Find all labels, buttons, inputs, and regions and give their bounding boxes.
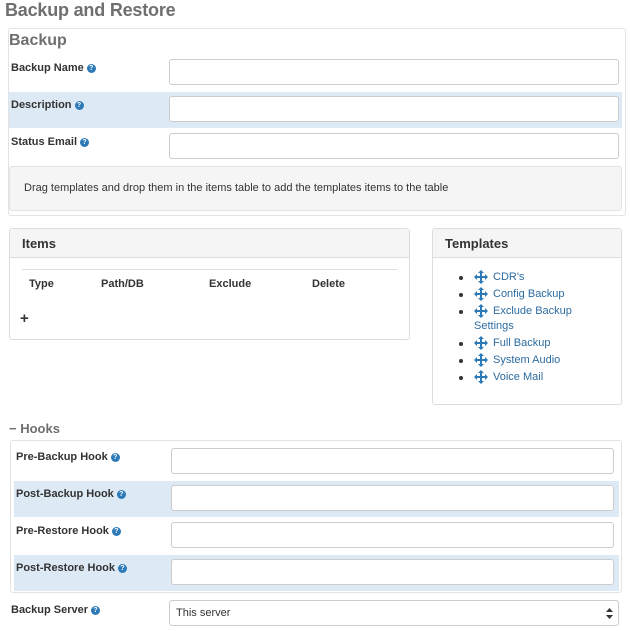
post-backup-hook-label-group	[16, 486, 126, 500]
help-icon[interactable]: ?	[118, 564, 127, 573]
description-label-group	[11, 97, 84, 111]
status-email-label-group	[11, 134, 89, 148]
drag-hint: Drag templates and drop them in the items table to add the templates items to the table	[9, 166, 622, 211]
move-icon	[474, 270, 488, 284]
column-header-type: Type	[29, 278, 54, 290]
help-icon[interactable]: ?	[80, 138, 89, 147]
move-icon	[474, 304, 488, 318]
select-arrows-icon	[606, 608, 613, 619]
template-item[interactable]	[458, 287, 618, 303]
template-label: Config Backup	[493, 288, 565, 300]
column-header-exclude: Exclude	[209, 278, 252, 290]
pre-restore-hook-label: Pre-Restore Hook	[16, 525, 109, 537]
items-table-divider	[22, 269, 397, 270]
post-restore-hook-label-group	[16, 560, 127, 574]
backup-server-selected: This server	[176, 607, 231, 619]
template-label: Full Backup	[493, 337, 551, 349]
move-icon	[474, 370, 488, 384]
template-item[interactable]	[458, 270, 618, 286]
collapse-icon: −	[9, 421, 17, 436]
help-icon[interactable]: ?	[87, 64, 96, 73]
template-label: System Audio	[493, 354, 561, 366]
status-email-label: Status Email	[11, 136, 78, 148]
move-icon	[474, 336, 488, 350]
bullet-icon	[459, 342, 463, 346]
bullet-icon	[459, 310, 463, 314]
column-header-delete: Delete	[312, 278, 346, 290]
help-icon[interactable]: ?	[75, 101, 84, 110]
hooks-legend: Hooks	[20, 421, 60, 436]
pre-backup-hook-label-group	[16, 449, 120, 463]
move-icon	[474, 287, 488, 301]
backup-server-select[interactable]	[169, 600, 619, 626]
hooks-toggle[interactable]	[9, 421, 60, 436]
template-label: CDR's	[493, 271, 525, 283]
move-icon	[474, 353, 488, 367]
status-email-input[interactable]	[169, 133, 619, 159]
template-item[interactable]	[458, 336, 618, 352]
template-item[interactable]	[458, 353, 618, 369]
post-restore-hook-label: Post-Restore Hook	[16, 562, 116, 574]
help-icon[interactable]: ?	[117, 490, 126, 499]
bullet-icon	[459, 359, 463, 363]
backup-server-label: Backup Server	[11, 604, 89, 616]
help-icon[interactable]: ?	[112, 527, 121, 536]
help-icon[interactable]: ?	[91, 606, 100, 615]
bullet-icon	[459, 293, 463, 297]
post-restore-hook-input[interactable]	[171, 559, 614, 585]
backup-name-label: Backup Name	[11, 62, 84, 74]
backup-name-input[interactable]	[169, 59, 619, 85]
template-item[interactable]	[458, 304, 618, 336]
pre-restore-hook-input[interactable]	[171, 522, 614, 548]
pre-restore-hook-label-group	[16, 523, 121, 537]
items-panel[interactable]	[9, 228, 410, 340]
backup-name-label-group	[11, 60, 96, 74]
help-icon[interactable]: ?	[111, 453, 120, 462]
post-backup-hook-label: Post-Backup Hook	[16, 488, 114, 500]
description-input[interactable]	[169, 96, 619, 122]
add-item-button[interactable]: +	[20, 310, 29, 327]
template-item[interactable]	[458, 370, 618, 386]
pre-backup-hook-input[interactable]	[171, 448, 614, 474]
backup-legend: Backup	[9, 32, 67, 49]
bullet-icon	[459, 376, 463, 380]
template-label-continued: Settings	[474, 320, 514, 332]
template-label: Voice Mail	[493, 371, 544, 383]
templates-panel-title: Templates	[433, 229, 621, 258]
column-header-path: Path/DB	[101, 278, 144, 290]
description-label: Description	[11, 99, 72, 111]
bullet-icon	[459, 276, 463, 280]
items-panel-title: Items	[10, 229, 409, 258]
page-title: Backup and Restore	[5, 0, 176, 20]
pre-backup-hook-label: Pre-Backup Hook	[16, 451, 108, 463]
template-label: Exclude Backup	[493, 305, 572, 317]
post-backup-hook-input[interactable]	[171, 485, 614, 511]
backup-server-label-group	[11, 602, 100, 616]
